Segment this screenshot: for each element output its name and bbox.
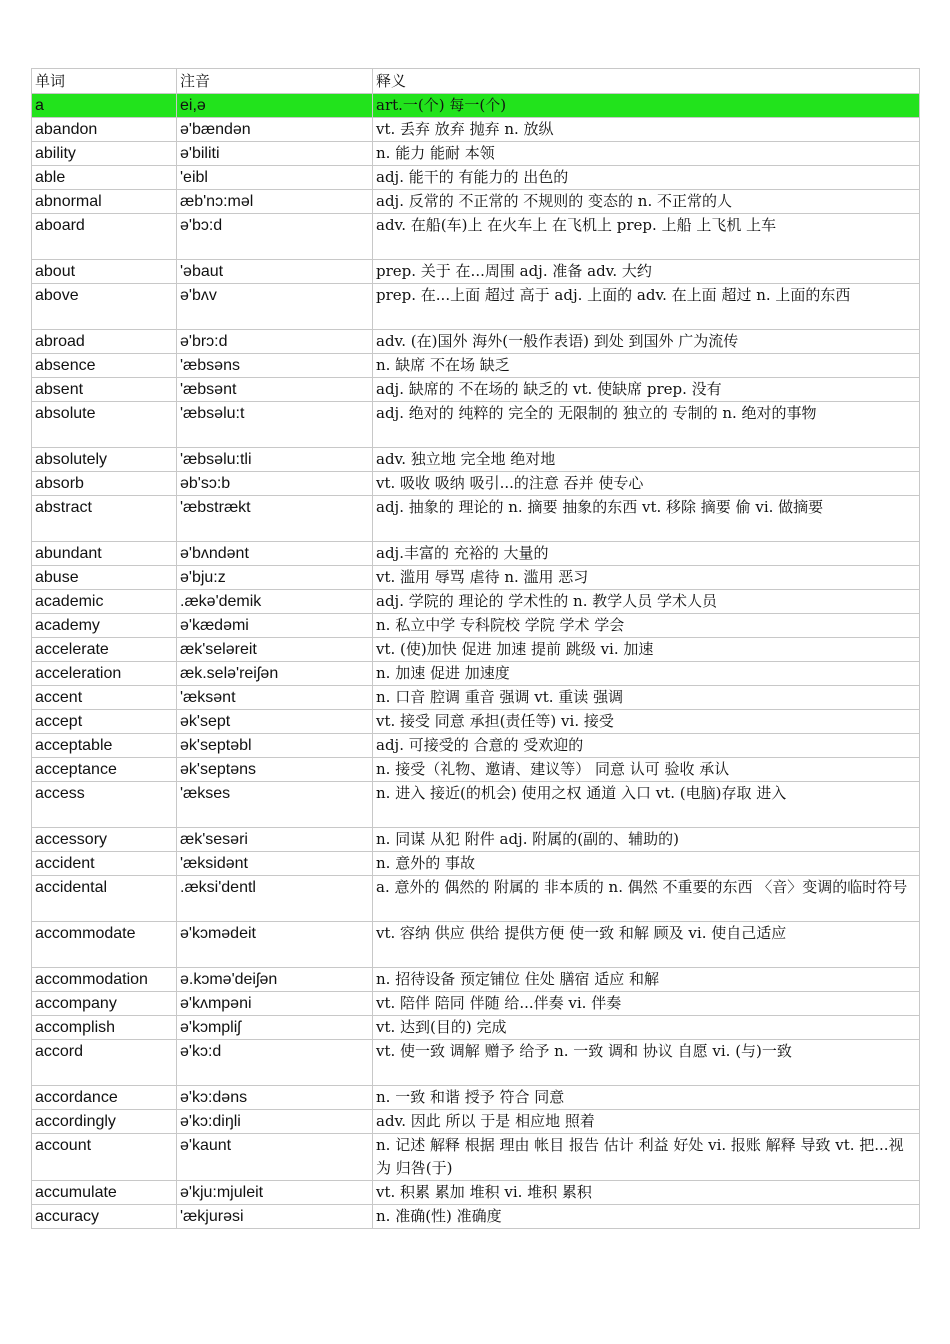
- phonetic-cell: 'eibl: [177, 166, 373, 190]
- table-row: [32, 734, 920, 758]
- table-row: [32, 1086, 920, 1110]
- phonetic-cell: 'æbsəns: [177, 354, 373, 378]
- definition-cell: vt. 积累 累加 堆积 vi. 堆积 累积: [373, 1181, 920, 1205]
- phonetic-cell: 'æksənt: [177, 686, 373, 710]
- word-cell: absorb: [32, 472, 177, 496]
- table-row: [32, 496, 920, 542]
- word-cell: access: [32, 782, 177, 828]
- definition-cell: vt. 接受 同意 承担(责任等) vi. 接受: [373, 710, 920, 734]
- definition-cell: adv. 在船(车)上 在火车上 在飞机上 prep. 上船 上飞机 上车: [373, 214, 920, 260]
- definition-cell: vt. 使一致 调解 赠予 给予 n. 一致 调和 协议 自愿 vi. (与)一致: [373, 1040, 920, 1086]
- phonetic-cell: 'əbaut: [177, 260, 373, 284]
- table-row: [32, 968, 920, 992]
- table-header-row: [32, 69, 920, 94]
- phonetic-cell: əb'sɔ:b: [177, 472, 373, 496]
- definition-cell: prep. 在...上面 超过 高于 adj. 上面的 adv. 在上面 超过 n. 上面的东西: [373, 284, 920, 330]
- phonetic-cell: 'æbsəlu:tli: [177, 448, 373, 472]
- definition-cell: vt. 容纳 供应 供给 提供方便 使一致 和解 顾及 vi. 使自己适应: [373, 922, 920, 968]
- phonetic-cell: ə'bɔ:d: [177, 214, 373, 260]
- word-cell: accessory: [32, 828, 177, 852]
- word-cell: accelerate: [32, 638, 177, 662]
- definition-cell: n. 私立中学 专科院校 学院 学术 学会: [373, 614, 920, 638]
- table-row: [32, 782, 920, 828]
- table-row: [32, 1134, 920, 1181]
- table-row: [32, 402, 920, 448]
- phonetic-cell: ə'kʌmpəni: [177, 992, 373, 1016]
- table-row: [32, 1205, 920, 1229]
- phonetic-cell: 'æbsənt: [177, 378, 373, 402]
- header-phonetic: 注音: [177, 69, 373, 94]
- table-row: [32, 214, 920, 260]
- phonetic-cell: ə'bʌv: [177, 284, 373, 330]
- phonetic-cell: ə'biliti: [177, 142, 373, 166]
- table-row: [32, 590, 920, 614]
- definition-cell: n. 口音 腔调 重音 强调 vt. 重读 强调: [373, 686, 920, 710]
- definition-cell: adv. 独立地 完全地 绝对地: [373, 448, 920, 472]
- word-cell: account: [32, 1134, 177, 1181]
- word-cell: absent: [32, 378, 177, 402]
- word-cell: accept: [32, 710, 177, 734]
- phonetic-cell: ə'brɔ:d: [177, 330, 373, 354]
- word-cell: absolute: [32, 402, 177, 448]
- phonetic-cell: ək'sept: [177, 710, 373, 734]
- phonetic-cell: 'æbsəlu:t: [177, 402, 373, 448]
- word-cell: able: [32, 166, 177, 190]
- word-cell: accompany: [32, 992, 177, 1016]
- definition-cell: adj. 缺席的 不在场的 缺乏的 vt. 使缺席 prep. 没有: [373, 378, 920, 402]
- definition-cell: n. 准确(性) 准确度: [373, 1205, 920, 1229]
- table-row: [32, 1040, 920, 1086]
- table-row: [32, 142, 920, 166]
- definition-cell: n. 一致 和谐 授予 符合 同意: [373, 1086, 920, 1110]
- definition-cell: adj. 可接受的 合意的 受欢迎的: [373, 734, 920, 758]
- table-row: [32, 828, 920, 852]
- table-row: [32, 662, 920, 686]
- word-cell: abstract: [32, 496, 177, 542]
- phonetic-cell: .æksi'dentl: [177, 876, 373, 922]
- table-row: [32, 1181, 920, 1205]
- table-row: [32, 94, 920, 118]
- word-cell: ability: [32, 142, 177, 166]
- header-word: 单词: [32, 69, 177, 94]
- definition-cell: n. 缺席 不在场 缺乏: [373, 354, 920, 378]
- word-cell: absolutely: [32, 448, 177, 472]
- definition-cell: adv. 因此 所以 于是 相应地 照着: [373, 1110, 920, 1134]
- table-row: [32, 758, 920, 782]
- phonetic-cell: ə'kɔmədeit: [177, 922, 373, 968]
- table-row: [32, 284, 920, 330]
- table-row: [32, 448, 920, 472]
- phonetic-cell: 'æbstrækt: [177, 496, 373, 542]
- table-row: [32, 190, 920, 214]
- definition-cell: vt. 丢弃 放弃 抛弃 n. 放纵: [373, 118, 920, 142]
- definition-cell: n. 意外的 事故: [373, 852, 920, 876]
- word-cell: absence: [32, 354, 177, 378]
- phonetic-cell: ə'kɔmpliʃ: [177, 1016, 373, 1040]
- word-cell: accordingly: [32, 1110, 177, 1134]
- phonetic-cell: ək'septəns: [177, 758, 373, 782]
- table-row: [32, 354, 920, 378]
- phonetic-cell: ə.kɔmə'deiʃən: [177, 968, 373, 992]
- definition-cell: n. 进入 接近(的机会) 使用之权 通道 入口 vt. (电脑)存取 进入: [373, 782, 920, 828]
- table-row: [32, 992, 920, 1016]
- definition-cell: a. 意外的 偶然的 附属的 非本质的 n. 偶然 不重要的东西 〈音〉变调的临时符号: [373, 876, 920, 922]
- word-cell: about: [32, 260, 177, 284]
- phonetic-cell: æk.selə'reiʃən: [177, 662, 373, 686]
- word-cell: aboard: [32, 214, 177, 260]
- table-row: [32, 638, 920, 662]
- phonetic-cell: 'æksidənt: [177, 852, 373, 876]
- definition-cell: n. 招待设备 预定铺位 住处 膳宿 适应 和解: [373, 968, 920, 992]
- phonetic-cell: ə'bju:z: [177, 566, 373, 590]
- word-cell: acceleration: [32, 662, 177, 686]
- vocabulary-table: [31, 68, 920, 1229]
- phonetic-cell: ei,ə: [177, 94, 373, 118]
- word-cell: acceptable: [32, 734, 177, 758]
- definition-cell: vt. (使)加快 促进 加速 提前 跳级 vi. 加速: [373, 638, 920, 662]
- phonetic-cell: 'ækses: [177, 782, 373, 828]
- word-cell: accent: [32, 686, 177, 710]
- table-row: [32, 330, 920, 354]
- phonetic-cell: ə'kɔ:d: [177, 1040, 373, 1086]
- phonetic-cell: æk'seləreit: [177, 638, 373, 662]
- word-cell: a: [32, 94, 177, 118]
- table-row: [32, 542, 920, 566]
- table-row: [32, 1110, 920, 1134]
- word-cell: abundant: [32, 542, 177, 566]
- phonetic-cell: ək'septəbl: [177, 734, 373, 758]
- table-row: [32, 260, 920, 284]
- word-cell: accord: [32, 1040, 177, 1086]
- word-cell: abuse: [32, 566, 177, 590]
- word-cell: accordance: [32, 1086, 177, 1110]
- definition-cell: n. 同谋 从犯 附件 adj. 附属的(副的、辅助的): [373, 828, 920, 852]
- table-row: [32, 710, 920, 734]
- word-cell: accomplish: [32, 1016, 177, 1040]
- word-cell: abroad: [32, 330, 177, 354]
- word-cell: accuracy: [32, 1205, 177, 1229]
- definition-cell: vt. 陪伴 陪同 伴随 给...伴奏 vi. 伴奏: [373, 992, 920, 1016]
- table-row: [32, 852, 920, 876]
- definition-cell: adj. 能干的 有能力的 出色的: [373, 166, 920, 190]
- definition-cell: vt. 达到(目的) 完成: [373, 1016, 920, 1040]
- word-cell: academic: [32, 590, 177, 614]
- word-cell: acceptance: [32, 758, 177, 782]
- phonetic-cell: ə'kju:mjuleit: [177, 1181, 373, 1205]
- table-row: [32, 118, 920, 142]
- word-cell: abandon: [32, 118, 177, 142]
- definition-cell: n. 能力 能耐 本领: [373, 142, 920, 166]
- table-row: [32, 1016, 920, 1040]
- word-cell: accumulate: [32, 1181, 177, 1205]
- table-row: [32, 922, 920, 968]
- definition-cell: n. 加速 促进 加速度: [373, 662, 920, 686]
- word-cell: accident: [32, 852, 177, 876]
- definition-cell: adj. 反常的 不正常的 不规则的 变态的 n. 不正常的人: [373, 190, 920, 214]
- definition-cell: adj. 绝对的 纯粹的 完全的 无限制的 独立的 专制的 n. 绝对的事物: [373, 402, 920, 448]
- table-row: [32, 378, 920, 402]
- word-cell: above: [32, 284, 177, 330]
- word-cell: accommodation: [32, 968, 177, 992]
- word-cell: abnormal: [32, 190, 177, 214]
- header-definition: 释义: [373, 69, 920, 94]
- phonetic-cell: ə'kɔ:dəns: [177, 1086, 373, 1110]
- definition-cell: n. 记述 解释 根据 理由 帐目 报告 估计 利益 好处 vi. 报账 解释 导致 vt. 把...视为 归咎(于): [373, 1134, 920, 1181]
- table-row: [32, 876, 920, 922]
- table-row: [32, 472, 920, 496]
- phonetic-cell: æk'sesəri: [177, 828, 373, 852]
- table-row: [32, 686, 920, 710]
- definition-cell: vt. 吸收 吸纳 吸引...的注意 吞并 使专心: [373, 472, 920, 496]
- definition-cell: adj. 抽象的 理论的 n. 摘要 抽象的东西 vt. 移除 摘要 偷 vi. 做摘要: [373, 496, 920, 542]
- definition-cell: adv. (在)国外 海外(一般作表语) 到处 到国外 广为流传: [373, 330, 920, 354]
- word-cell: academy: [32, 614, 177, 638]
- word-cell: accommodate: [32, 922, 177, 968]
- definition-cell: adj.丰富的 充裕的 大量的: [373, 542, 920, 566]
- word-cell: accidental: [32, 876, 177, 922]
- table-row: [32, 614, 920, 638]
- phonetic-cell: ə'kædəmi: [177, 614, 373, 638]
- phonetic-cell: .ækə'demik: [177, 590, 373, 614]
- definition-cell: vt. 滥用 辱骂 虐待 n. 滥用 恶习: [373, 566, 920, 590]
- definition-cell: art.一(个) 每一(个): [373, 94, 920, 118]
- phonetic-cell: ə'bændən: [177, 118, 373, 142]
- table-row: [32, 166, 920, 190]
- definition-cell: adj. 学院的 理论的 学术性的 n. 教学人员 学术人员: [373, 590, 920, 614]
- phonetic-cell: ə'kɔ:diŋli: [177, 1110, 373, 1134]
- phonetic-cell: æb'nɔ:məl: [177, 190, 373, 214]
- phonetic-cell: ə'kaunt: [177, 1134, 373, 1181]
- definition-cell: prep. 关于 在...周围 adj. 准备 adv. 大约: [373, 260, 920, 284]
- phonetic-cell: ə'bʌndənt: [177, 542, 373, 566]
- phonetic-cell: 'ækjurəsi: [177, 1205, 373, 1229]
- table-row: [32, 566, 920, 590]
- definition-cell: n. 接受（礼物、邀请、建议等） 同意 认可 验收 承认: [373, 758, 920, 782]
